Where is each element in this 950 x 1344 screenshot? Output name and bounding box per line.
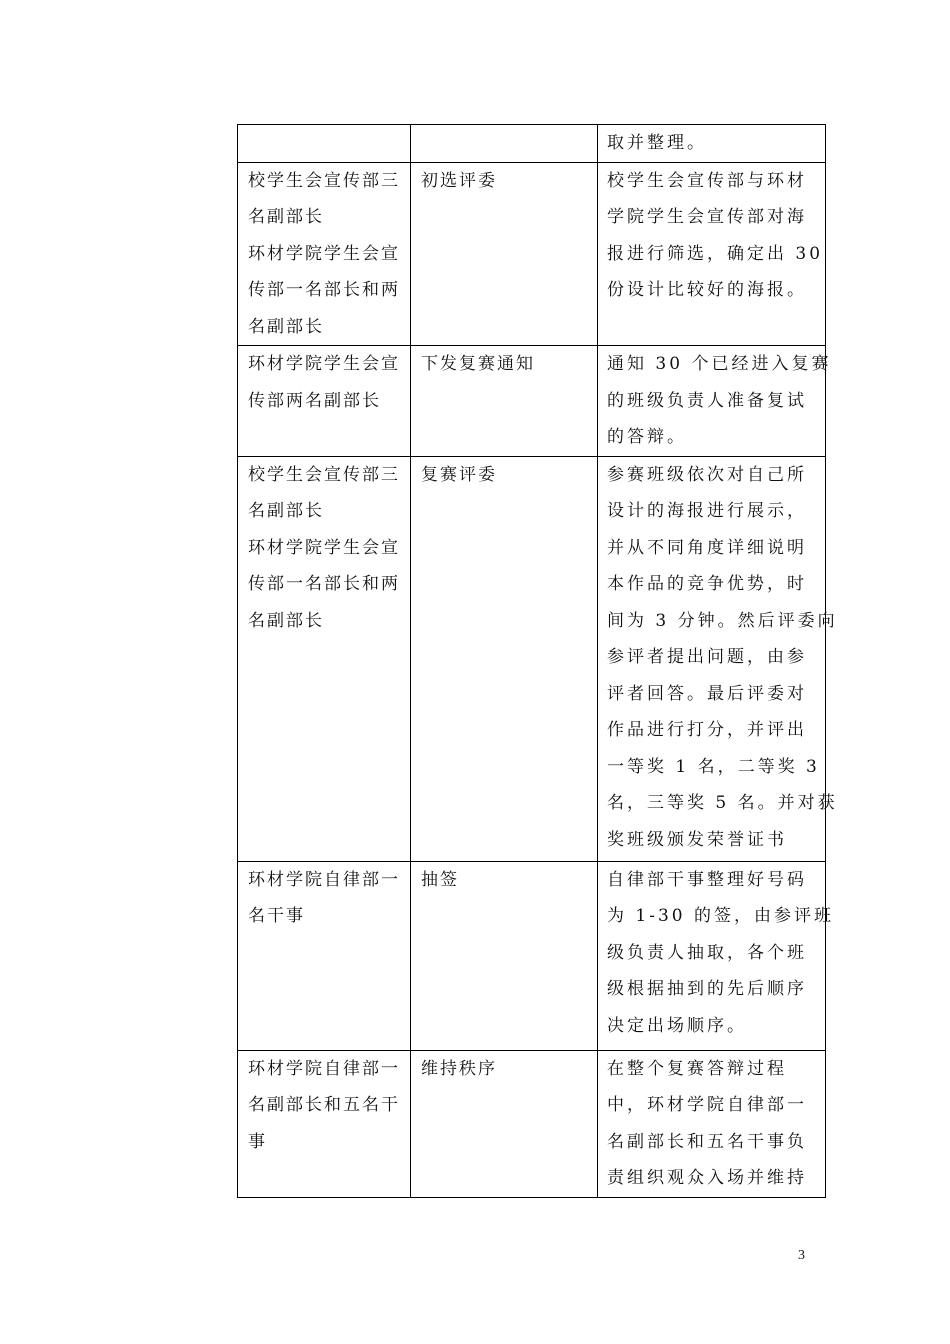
description-cell	[598, 861, 834, 1050]
description-line: 报进行筛选，确定出 30	[607, 243, 824, 264]
table-row	[238, 162, 826, 346]
description-cell	[598, 1050, 826, 1197]
description-line: 级根据抽到的先后顺序	[607, 979, 807, 999]
role-line: 环材学院学生会宣	[248, 354, 400, 374]
task-cell	[411, 125, 598, 163]
description-line: 参评者提出问题，由参	[607, 647, 807, 667]
role-line: 事	[248, 1131, 267, 1152]
role-cell	[238, 861, 411, 1050]
description-cell	[598, 456, 838, 861]
description-cell	[598, 125, 826, 163]
description-line: 本作品的竞争优势，时	[607, 574, 807, 594]
role-cell	[238, 1050, 411, 1197]
role-cell	[238, 456, 411, 861]
role-line: 名副部长和五名干	[248, 1095, 400, 1115]
task-line: 初选评委	[421, 170, 497, 191]
description-line: 学院学生会宣传部对海	[607, 207, 807, 227]
task-cell	[411, 346, 598, 457]
role-cell	[238, 346, 411, 457]
table-row	[238, 125, 826, 163]
role-line: 环材学院学生会宣	[248, 243, 400, 264]
description-line: 校学生会宣传部与环材	[607, 170, 807, 191]
arrangement-table	[237, 124, 838, 1198]
task-line: 维持秩序	[421, 1058, 497, 1079]
description-line: 责组织观众入场并维持	[607, 1168, 807, 1188]
role-line: 传部一名部长和两	[248, 280, 400, 300]
description-line: 参赛班级依次对自己所	[607, 464, 807, 485]
role-line: 校学生会宣传部三	[248, 464, 400, 485]
description-line: 并从不同角度详细说明	[607, 537, 807, 558]
role-line: 校学生会宣传部三	[248, 170, 400, 191]
page-number: 3	[798, 1248, 805, 1263]
role-line: 名干事	[248, 906, 305, 926]
task-cell	[411, 162, 598, 346]
description-line: 的答辩。	[607, 427, 687, 447]
role-line: 环材学院自律部一	[248, 1058, 400, 1079]
description-line: 名副部长和五名干事负	[607, 1131, 807, 1152]
description-line: 名，三等奖 5 名。并对获	[607, 793, 838, 813]
description-line: 作品进行打分，并评出	[607, 720, 807, 740]
role-line: 传部两名副部长	[248, 390, 381, 411]
table-row	[238, 346, 826, 457]
role-line: 名副部长	[248, 501, 324, 521]
description-line: 份设计比较好的海报。	[607, 280, 807, 300]
description-line: 间为 3 分钟。然后评委向	[607, 610, 838, 631]
task-line: 下发复赛通知	[421, 354, 535, 374]
description-line: 取并整理。	[607, 133, 707, 153]
description-cell	[598, 162, 826, 346]
description-line: 级负责人抽取，各个班	[607, 942, 807, 963]
role-line: 名副部长	[248, 207, 324, 227]
description-line: 决定出场顺序。	[607, 1015, 747, 1036]
role-cell	[238, 125, 411, 163]
role-line: 传部一名部长和两	[248, 574, 400, 594]
table-body	[238, 125, 838, 1198]
description-line: 在整个复赛答辩过程	[607, 1058, 787, 1079]
role-line: 名副部长	[248, 316, 324, 337]
description-line: 中，环材学院自律部一	[607, 1095, 807, 1115]
description-line: 奖班级颁发荣誉证书	[607, 829, 787, 850]
role-line: 名副部长	[248, 610, 324, 631]
table-row	[238, 1050, 826, 1197]
description-line: 的班级负责人准备复试	[607, 390, 807, 411]
table-row	[238, 861, 826, 1050]
description-line: 一等奖 1 名，二等奖 3	[607, 756, 820, 777]
role-line: 环材学院自律部一	[248, 869, 400, 890]
task-line: 抽签	[421, 869, 459, 890]
description-line: 为 1-30 的签，由参评班	[607, 906, 834, 926]
description-line: 自律部干事整理好号码	[607, 869, 807, 890]
description-line: 通知 30 个已经进入复赛	[607, 354, 832, 374]
task-cell	[411, 1050, 598, 1197]
task-cell	[411, 861, 598, 1050]
description-line: 评者回答。最后评委对	[607, 683, 807, 704]
description-cell	[598, 346, 832, 457]
role-line: 环材学院学生会宣	[248, 537, 400, 558]
task-cell	[411, 456, 598, 861]
table-row	[238, 456, 826, 861]
task-line: 复赛评委	[421, 464, 497, 485]
description-line: 设计的海报进行展示，	[607, 501, 807, 521]
role-cell	[238, 162, 411, 346]
